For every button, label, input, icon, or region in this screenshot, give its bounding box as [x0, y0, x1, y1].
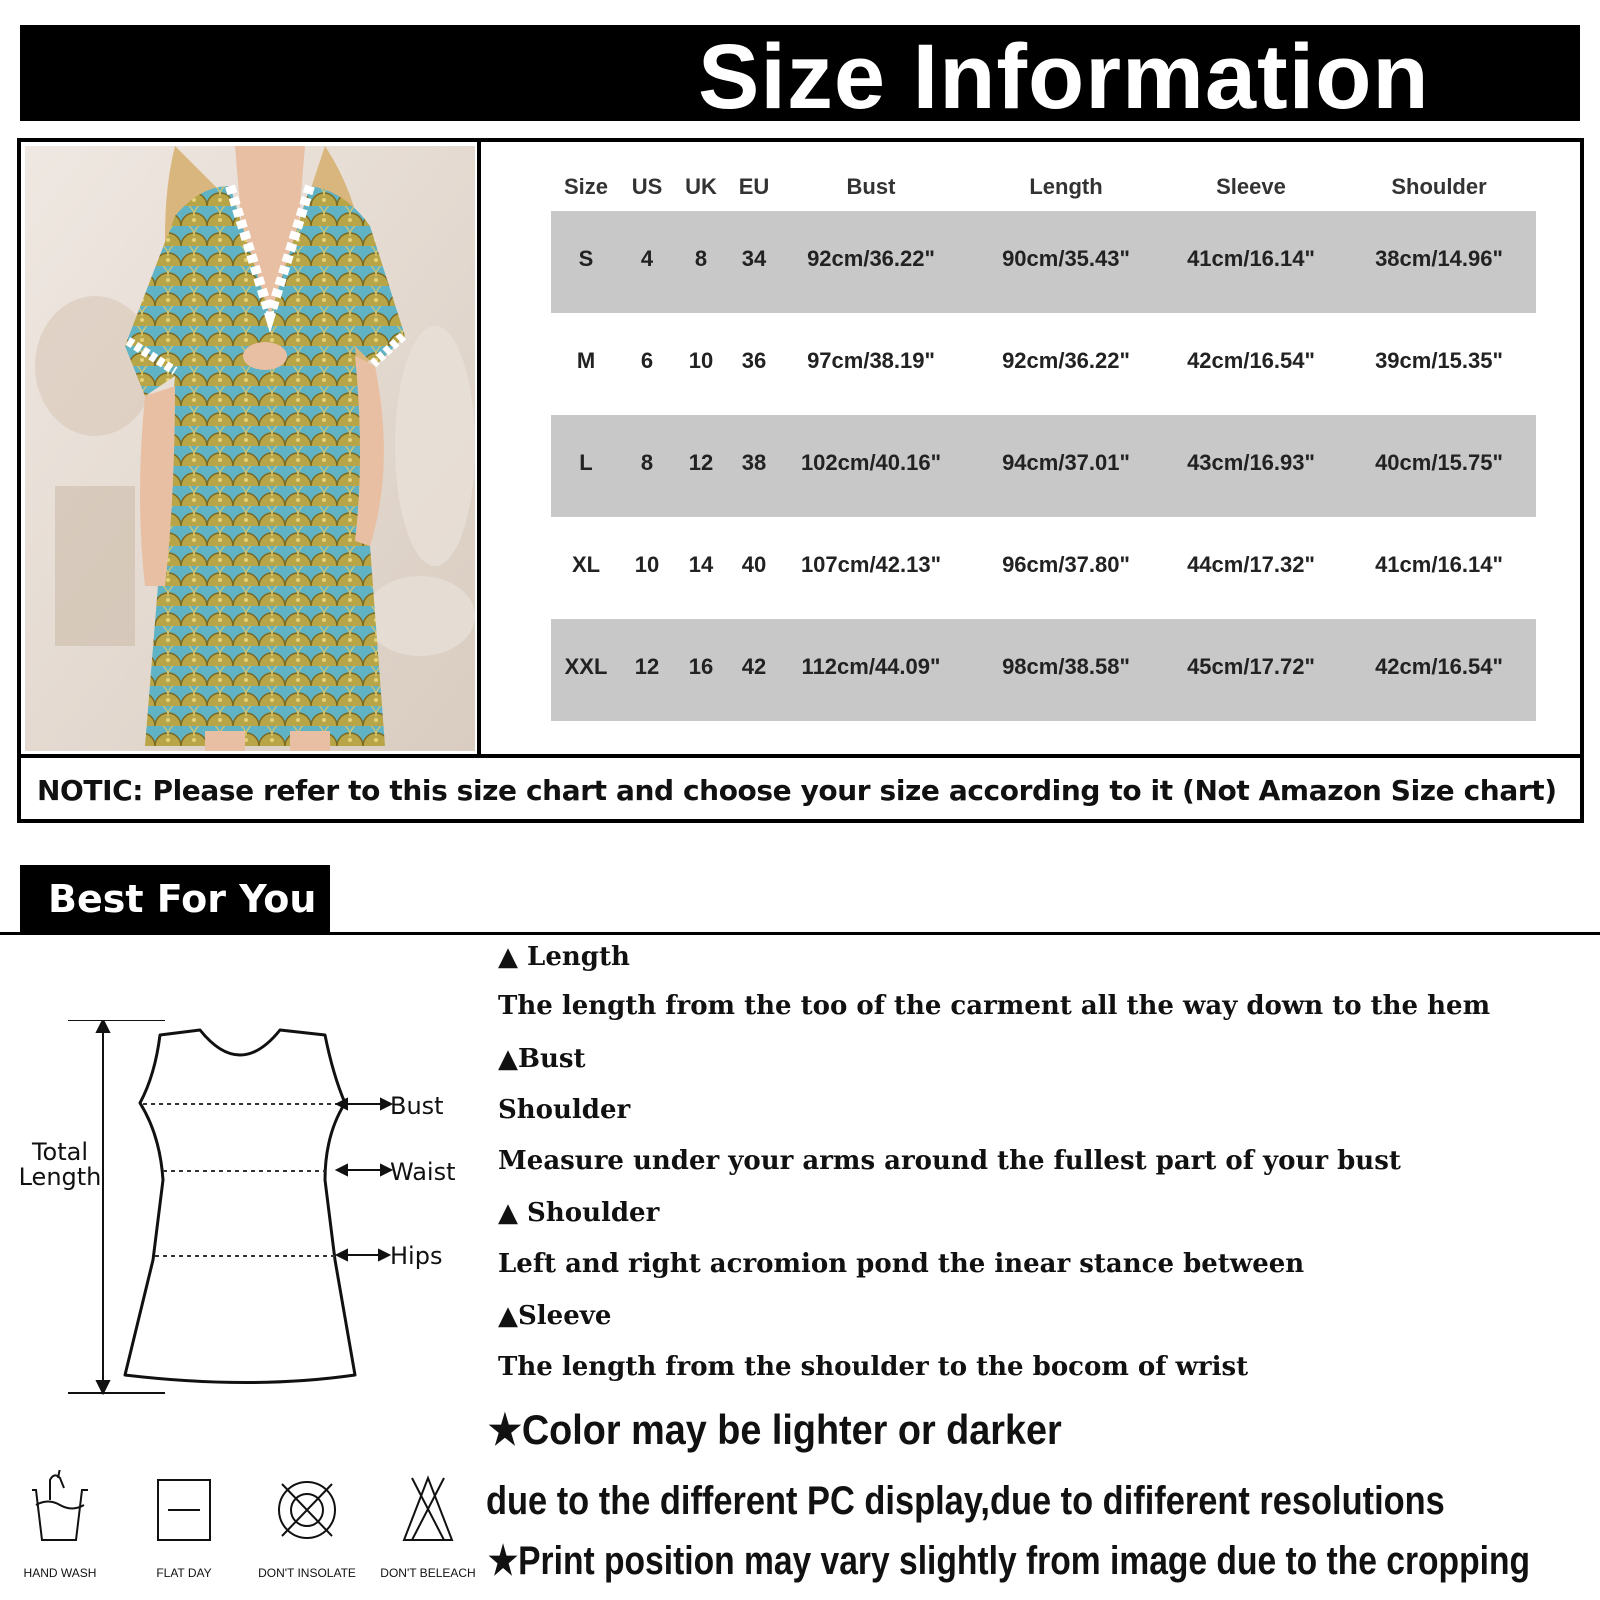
- table-row: [551, 211, 1536, 313]
- table-cell: 8: [694, 246, 708, 271]
- header-shoulder: Shoulder: [1391, 174, 1487, 199]
- bust-heading: ▲Bust: [498, 1044, 586, 1074]
- table-row: [551, 415, 1536, 517]
- notice-text: NOTIC: Please refer to this size chart and choose your size according to it (Not Amazon Size chart): [37, 774, 1557, 807]
- table-cell: 96cm/37.80": [1002, 552, 1130, 577]
- table-cell: 41cm/16.14": [1375, 552, 1503, 577]
- table-cell: 92cm/36.22": [1002, 348, 1130, 373]
- care-label: DON'T INSOLATE: [258, 1566, 356, 1580]
- best-for-you-title: Best For You: [48, 877, 317, 921]
- dont-bleach-icon: [404, 1478, 452, 1540]
- table-cell: 14: [688, 552, 714, 577]
- table-cell: 102cm/40.16": [800, 450, 942, 475]
- table-cell: 107cm/42.13": [800, 552, 942, 577]
- dress-photo: [25, 146, 475, 751]
- section-divider: [0, 932, 1600, 935]
- dont-insolate-icon: [279, 1482, 335, 1538]
- table-cell: XXL: [564, 654, 608, 679]
- table-cell: 41cm/16.14": [1187, 246, 1315, 271]
- header-sleeve: Sleeve: [1216, 174, 1286, 199]
- size-chart-box: [17, 138, 1584, 823]
- length-heading: ▲ Length: [498, 942, 630, 972]
- table-cell: 42cm/16.54": [1375, 654, 1503, 679]
- shoulder-subheading: Shoulder: [498, 1095, 631, 1125]
- header-bust: Bust: [846, 174, 896, 199]
- care-label: HAND WASH: [23, 1566, 97, 1580]
- table-cell: 43cm/16.93": [1187, 450, 1315, 475]
- waist-label: Waist: [390, 1158, 456, 1186]
- header-uk: UK: [685, 174, 717, 199]
- size-table: [481, 142, 1580, 754]
- table-cell: 38cm/14.96": [1375, 246, 1503, 271]
- table-cell: 16: [688, 654, 714, 679]
- table-cell: 44cm/17.32": [1187, 552, 1315, 577]
- page-title: Size Information: [698, 26, 1430, 128]
- table-cell: 42cm/16.54": [1187, 348, 1315, 373]
- table-cell: 38: [741, 450, 767, 475]
- best-for-you-tab: [20, 865, 330, 935]
- hips-label: Hips: [390, 1242, 443, 1270]
- table-cell: 94cm/37.01": [1002, 450, 1130, 475]
- care-label: FLAT DAY: [156, 1566, 212, 1580]
- table-cell: 8: [640, 450, 654, 475]
- sleeve-heading: ▲Sleeve: [498, 1301, 612, 1331]
- table-cell: 39cm/15.35": [1375, 348, 1503, 373]
- care-label: DON'T BELEACH: [380, 1566, 476, 1580]
- table-cell: 97cm/38.19": [807, 348, 935, 373]
- table-cell: 12: [688, 450, 714, 475]
- table-row: [551, 313, 1536, 415]
- print-note: ★Print position may vary slightly from image due to the cropping: [488, 1539, 1530, 1583]
- table-cell: M: [576, 348, 596, 373]
- table-cell: 90cm/35.43": [1002, 246, 1130, 271]
- table-cell: 42: [741, 654, 767, 679]
- table-cell: 10: [634, 552, 660, 577]
- table-cell: 40cm/15.75": [1375, 450, 1503, 475]
- table-cell: 112cm/44.09": [801, 654, 941, 679]
- hand-wash-icon: [32, 1470, 88, 1540]
- table-cell: 4: [640, 246, 654, 271]
- measurement-diagram: [15, 1020, 475, 1440]
- shoulder-heading: ▲ Shoulder: [498, 1198, 660, 1228]
- table-cell: 34: [741, 246, 767, 271]
- table-cell: 6: [640, 348, 654, 373]
- flat-dry-icon: [158, 1480, 210, 1540]
- display-note: due to the different PC display,due to dififerent resolutions: [486, 1479, 1445, 1523]
- color-note: ★Color may be lighter or darker: [488, 1406, 1062, 1453]
- table-cell: S: [578, 246, 594, 271]
- bust-label: Bust: [390, 1092, 444, 1120]
- table-cell: XL: [571, 552, 601, 577]
- table-cell: 10: [688, 348, 714, 373]
- table-cell: 36: [741, 348, 767, 373]
- sleeve-description: The length from the shoulder to the bocom of wrist: [498, 1352, 1249, 1382]
- table-row: [551, 517, 1536, 619]
- length-description: The length from the too of the carment all the way down to the hem: [498, 991, 1491, 1021]
- total-length-label: Length: [18, 1163, 102, 1191]
- table-cell: 40: [741, 552, 767, 577]
- table-cell: 12: [634, 654, 660, 679]
- care-icons: [20, 1470, 480, 1595]
- table-row: [551, 619, 1536, 721]
- title-banner: [20, 25, 1580, 128]
- table-cell: 92cm/36.22": [807, 246, 935, 271]
- header-size: Size: [563, 174, 609, 199]
- total-length-label: Total: [31, 1138, 89, 1166]
- table-cell: 45cm/17.72": [1187, 654, 1315, 679]
- table-cell: 98cm/38.58": [1002, 654, 1130, 679]
- header-us: US: [631, 174, 663, 199]
- table-cell: L: [579, 450, 593, 475]
- header-eu: EU: [738, 174, 770, 199]
- bust-description: Measure under your arms around the fullest part of your bust: [498, 1146, 1401, 1176]
- shoulder-description: Left and right acromion pond the inear stance between: [498, 1249, 1305, 1279]
- header-length: Length: [1029, 174, 1103, 199]
- notice-divider: [21, 754, 1580, 758]
